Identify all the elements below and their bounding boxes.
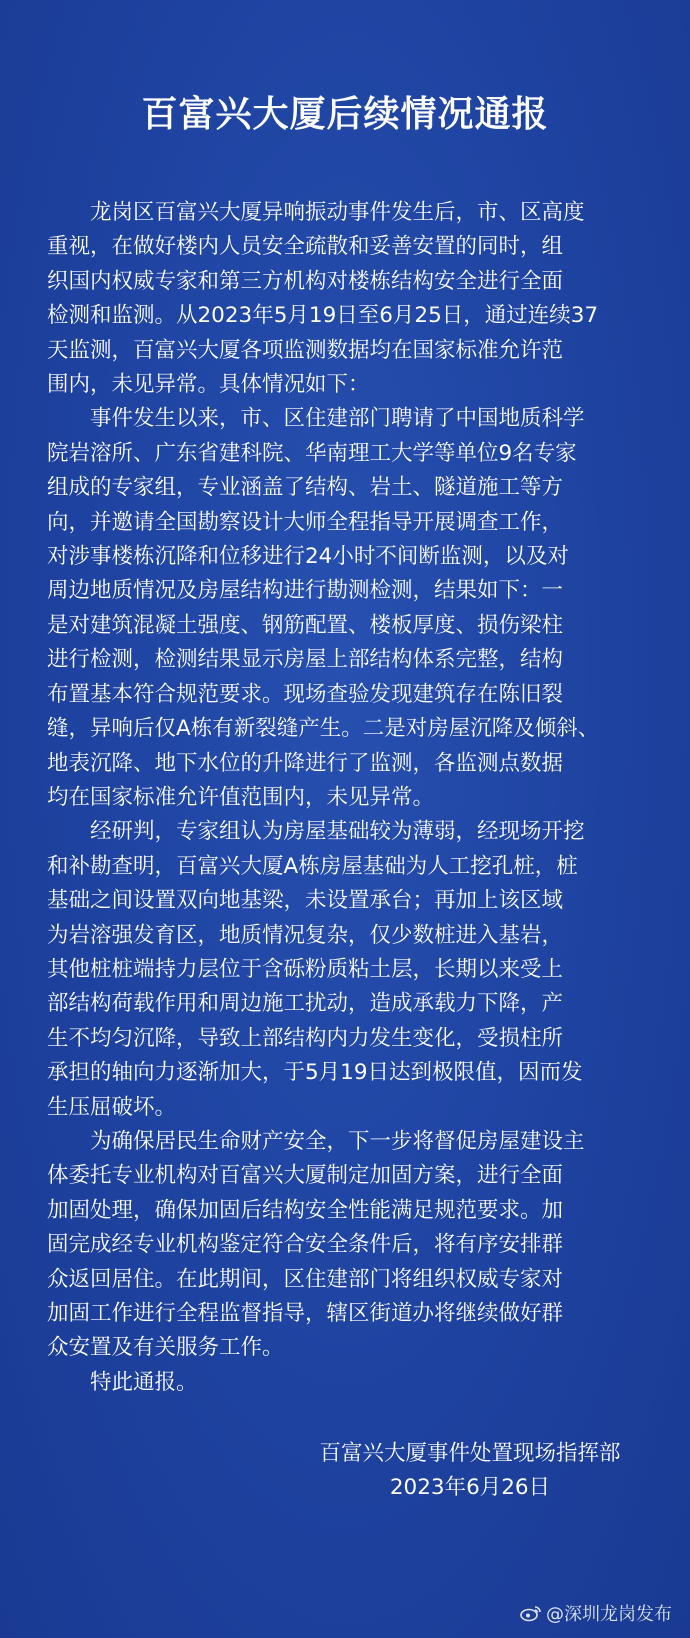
weibo-watermark: [520, 1600, 672, 1626]
notice-closing: 特此通报。: [90, 1369, 198, 1395]
notice-paragraph-4: 为确保居民生命财产安全，下一步将督促房屋建设主 体委托专业机构对百富兴大厦制定加固方案，进行全面 加固处理，确保加固后结构安全性能满足规范要求。加 固完成经专业机构鉴定符合安全条件后，将有序安排群 众返回居住。在此期间，区住建部门将组织权威专家对 加固工作进行全程监督指导，辖区街道办将继续做好群 众安置及有关服务工作。: [47, 1128, 585, 1361]
weibo-icon: [520, 1604, 542, 1622]
issue-date: 2023年6月26日: [389, 1475, 551, 1500]
signature-block: [292, 1437, 648, 1505]
notice-paragraph-2: 事件发生以来，市、区住建部门聘请了中国地质科学 院岩溶所、广东省建科院、华南理工大学等单位9名专家 组成的专家组，专业涵盖了结构、岩土、隧道施工等方 向，并邀请全国勘察设计大师全程指导开展调查工作， 对涉事楼栋沉降和位移进行24小时不间断监测，以及对 周边地质情况及房屋结构进行勘测检测，结果如下：一 是对建筑混凝土强度、钢筋配置、楼板厚度、损伤梁柱 进行检测，检测结果显示房屋上部结构体系完整，结构 布置基本符合规范要求。现场查验发现建筑存在陈旧裂 缝，异响后仅A栋有新裂缝产生。二是对房屋沉降及倾斜、 地表沉降、地下水位的升降进行了监测，各监测点数据 均在国家标准允许值范围内，未见异常。: [47, 406, 600, 810]
notice-body: [47, 196, 649, 1400]
notice-paragraph-3: 经研判，专家组认为房屋基础较为薄弱，经现场开挖 和补勘查明，百富兴大厦A栋房屋基础为人工挖孔桩，桩 基础之间设置双向地基梁，未设置承台；再加上该区域 为岩溶强发育区，地质情况复杂，仅少数桩进入基岩， 其他桩桩端持力层位于含砾粉质粘土层，长期以来受上 部结构荷载作用和周边施工扰动，造成承载力下降，产 生不均匀沉降，导致上部结构内力发生变化，受损柱所 承担的轴向力逐渐加大，于5月19日达到极限值，因而发 生压屈破坏。: [47, 819, 585, 1120]
watermark-text: @深圳龙岗发布: [546, 1604, 672, 1625]
notice-title: 百富兴大厦后续情况通报: [141, 94, 549, 135]
issuer-name: 百富兴大厦事件处置现场指挥部: [319, 1441, 621, 1466]
notice-paragraph-1: 龙岗区百富兴大厦异响振动事件发生后，市、区高度 重视，在做好楼内人员安全疏散和妥善安置的同时，组 织国内权威专家和第三方机构对楼栋结构安全进行全面 检测和监测。从2023年5月19日至6月25日，通过连续37 天监测，百富兴大厦各项监测数据均在国家标准允许范 围内，未见异常。具体情况如下：: [47, 200, 599, 398]
